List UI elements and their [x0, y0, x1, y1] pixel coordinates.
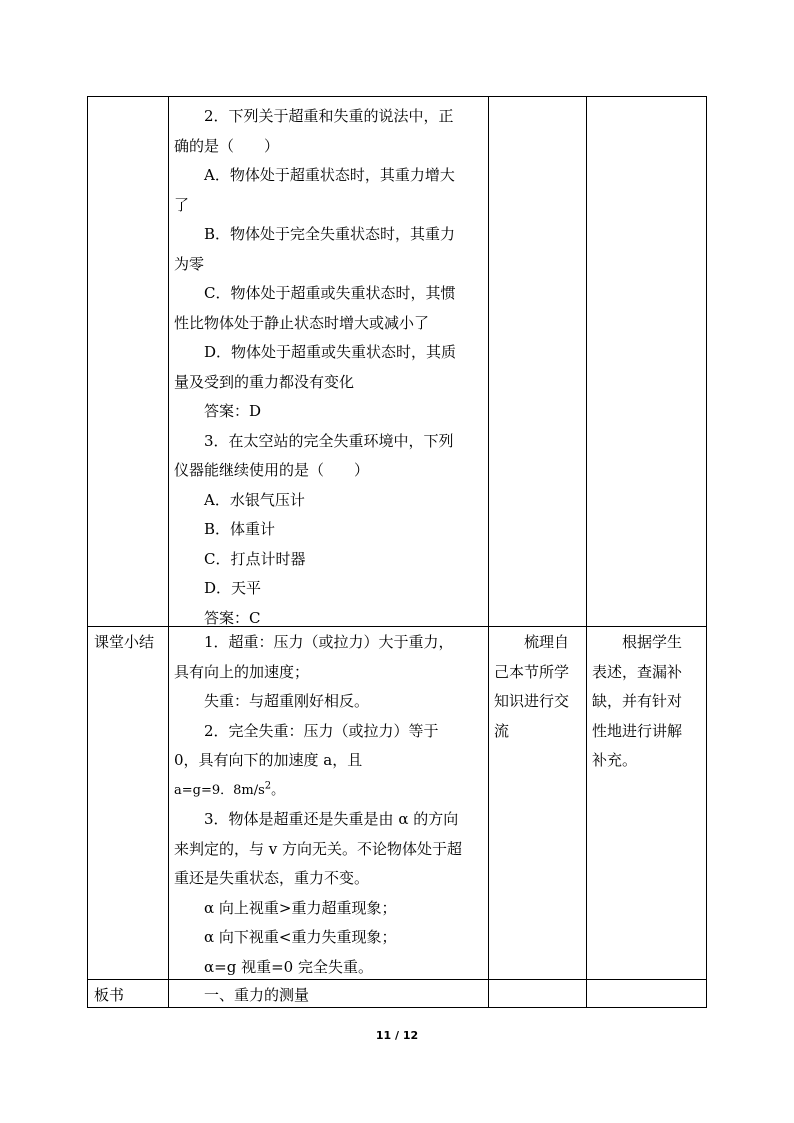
lesson-table — [87, 96, 707, 1008]
text-line: 1．超重：压力（或拉力）大于重力， — [204, 633, 454, 651]
text-line: 流 — [494, 721, 510, 740]
text-line: C．打点计时器 — [204, 549, 306, 568]
text-line: 具有向上的加速度； — [174, 662, 310, 681]
text-line: 答案：D — [204, 402, 262, 420]
board-label-cell — [94, 981, 168, 1011]
text-line: 来判定的，与 v 方向无关。不论物体处于超 — [174, 839, 463, 858]
text-line: α 向上视重>重力超重现象； — [204, 898, 397, 917]
text-line: 知识进行交 — [494, 692, 570, 710]
board-content-cell — [174, 981, 486, 1011]
text-line: A．水银气压计 — [204, 490, 305, 509]
text-line: 仪器能继续使用的是（ ） — [174, 461, 370, 479]
exercise-lines — [174, 102, 486, 633]
text-line: B．体重计 — [204, 520, 276, 538]
column-divider — [488, 97, 489, 1007]
text-line: 2．完全失重：压力（或拉力）等于 — [204, 721, 439, 740]
text-line: 答案：C — [204, 608, 261, 627]
page-number: 11 / 12 — [375, 1029, 419, 1042]
text-line: B．物体处于完全失重状态时，其重力 — [204, 225, 456, 243]
formula-end: 。 — [271, 782, 285, 798]
text-line: C．物体处于超重或失重状态时，其惯 — [204, 284, 456, 302]
text-line: 失重：与超重刚好相反。 — [204, 692, 370, 710]
teacher-activity-cell — [592, 628, 704, 776]
text-line: α 向下视重<重力失重现象； — [204, 928, 397, 946]
text-line: 0，具有向下的加速度 a，且 — [174, 751, 363, 769]
text-line: 为零 — [174, 254, 205, 273]
board-label: 板书 — [94, 986, 125, 1004]
summary-label-cell — [94, 628, 168, 658]
column-divider — [168, 97, 169, 1007]
summary-content — [174, 628, 486, 982]
text-line: 3．在太空站的完全失重环境中，下列 — [204, 431, 454, 450]
board-content: 一、重力的测量 — [204, 986, 310, 1004]
text-line: 2．下列关于超重和失重的说法中，正 — [204, 107, 454, 125]
summary-lines — [174, 628, 486, 776]
summary-lines-2 — [174, 805, 486, 982]
student-activity-cell — [494, 628, 584, 746]
text-line: 性比物体处于静止状态时增大或减小了 — [174, 313, 430, 332]
column-divider — [586, 97, 587, 1007]
text-line: 根据学生 — [622, 633, 683, 651]
formula-text: a=g=9．8m/s — [174, 782, 265, 798]
text-line: 性地进行讲解 — [592, 721, 683, 740]
text-line: 确的是（ ） — [174, 136, 280, 155]
text-line: 缺，并有针对 — [592, 692, 683, 710]
text-line: D．天平 — [204, 579, 262, 597]
teacher-activity — [592, 628, 704, 776]
exercise-content — [174, 102, 486, 633]
formula-exponent: 2 — [264, 780, 272, 792]
student-activity — [494, 628, 584, 746]
text-line: 己本节所学 — [494, 662, 570, 681]
text-line: 重还是失重状态，重力不变。 — [174, 869, 370, 887]
text-line: 了 — [174, 195, 190, 214]
acceleration-formula — [174, 776, 486, 806]
text-line: α=g 视重=0 完全失重。 — [204, 957, 373, 976]
text-line: 补充。 — [592, 751, 638, 769]
text-line: 梳理自 — [524, 633, 570, 651]
text-line: 3．物体是超重还是失重是由 α 的方向 — [204, 810, 459, 828]
text-line: 表述，查漏补 — [592, 662, 683, 681]
text-line: 量及受到的重力都没有变化 — [174, 372, 355, 391]
text-line: A．物体处于超重状态时，其重力增大 — [204, 166, 455, 184]
text-line: D．物体处于超重或失重状态时，其质 — [204, 343, 457, 361]
summary-label: 课堂小结 — [94, 633, 155, 651]
